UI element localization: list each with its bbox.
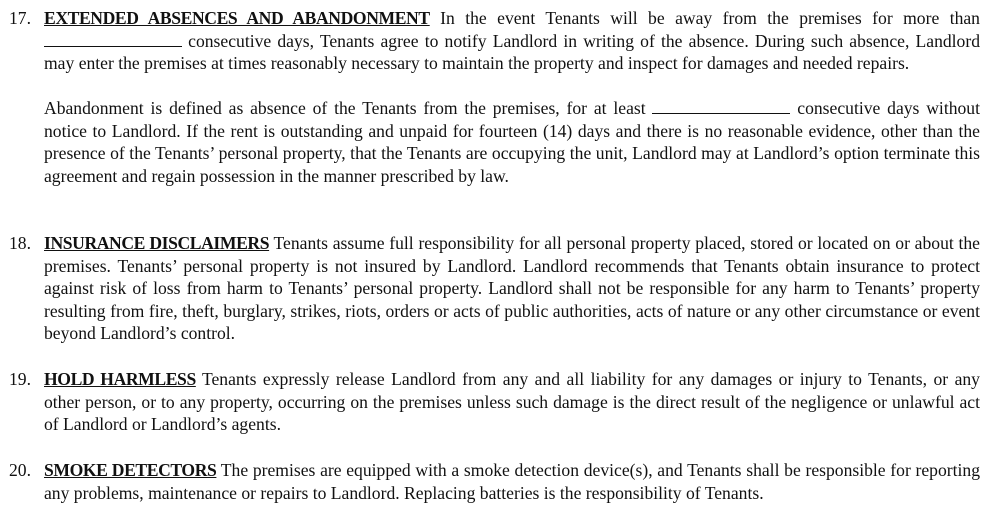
clause-number: 18. [9, 233, 31, 253]
clause-text: Abandonment is defined as absence of the Tenants from the premises, for at least [44, 98, 653, 118]
clause-text: In the event Tenants will be away from the premises for more than [429, 8, 980, 28]
clause-paragraph [44, 232, 980, 345]
clause-heading: HOLD HARMLESS [44, 369, 196, 389]
clause-number: 20. [9, 460, 31, 480]
clause-paragraph [44, 97, 980, 187]
clause-text: Tenants expressly release Landlord from any and all liability for any damages or injury to Tenants, or any other person, or to any property, occurring on the premises unless such damage is the direct result of the negligence or unlawful act of Landlord or Landlord’s agents. [44, 369, 980, 434]
clause-heading: INSURANCE DISCLAIMERS [44, 233, 270, 253]
clause-paragraph [44, 7, 980, 75]
clause-body [44, 368, 980, 436]
clause-heading: EXTENDED ABSENCES AND ABANDONMENT [44, 8, 430, 28]
blank-field-abandonment-days[interactable] [652, 99, 790, 114]
clause-text: consecutive days without notice to Landlord. If the rent is outstanding and unpaid for fourteen (14) days and there is no reasonable evidence, other than the presence of the Tenants’ personal property, that the Tenants are occupying the unit, Landlord may at Landlord’s option terminate this agreement and regain possession in the manner prescribed by law. [44, 98, 980, 186]
clause-text: Tenants assume full responsibility for all personal property placed, stored or located on or about the premises. Tenants’ personal property is not insured by Landlord. Landlord recommends that Tenants obtain insurance to protect against risk of loss from harm to Tenants’ personal property. Landlord shall not be responsible for any harm to Tenants’ property resulting from fire, theft, burglary, strikes, riots, orders or acts of public authorities, acts of nature or any other circumstance or event beyond Landlord’s control. [44, 233, 980, 343]
blank-field-days-away[interactable] [44, 32, 182, 47]
clause-19 [9, 368, 980, 436]
clause-text: consecutive days, Tenants agree to notify Landlord in writing of the absence. During such absence, Landlord may enter the premises at times reasonably necessary to maintain the property and inspect for damages and needed repairs. [44, 30, 980, 73]
clause-body [44, 7, 980, 187]
clause-body [44, 459, 980, 504]
clause-body [44, 232, 980, 345]
clause-text: The premises are equipped with a smoke detection device(s), and Tenants shall be responsible for reporting any problems, maintenance or repairs to Landlord. Replacing batteries is the responsibility of Tenants. [44, 460, 980, 503]
clause-17 [9, 7, 980, 187]
clause-18 [9, 232, 980, 345]
clause-number: 17. [9, 8, 31, 28]
clause-paragraph [44, 368, 980, 436]
clause-20 [9, 459, 980, 504]
clause-paragraph [44, 459, 980, 504]
clause-number: 19. [9, 369, 31, 389]
clause-heading: SMOKE DETECTORS [44, 460, 217, 480]
